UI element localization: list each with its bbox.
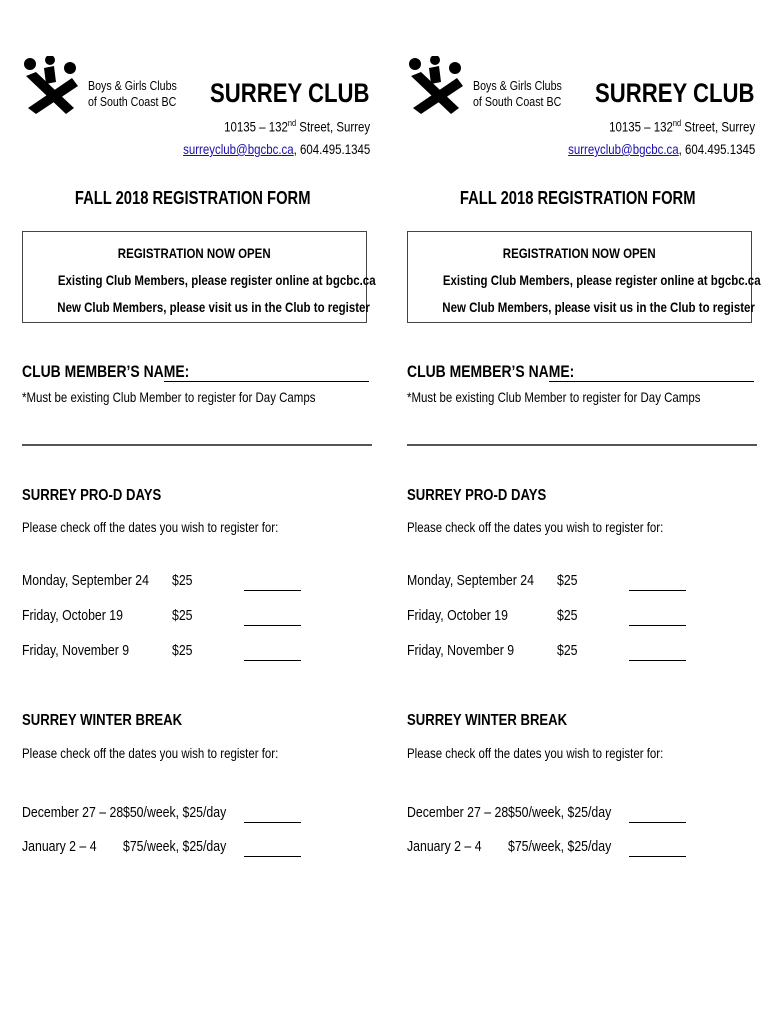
winter-price: $50/week, $25/day [508,804,612,821]
registration-form [385,0,770,1024]
winter-date: December 27 – 28 [22,804,124,821]
org-name-line1: Boys & Girls Clubs [88,78,177,93]
member-name-note: *Must be existing Club Member to register for Day Camps [407,389,701,405]
member-name-note: *Must be existing Club Member to register for Day Camps [22,389,316,405]
address-prefix: 10135 – 132 [223,118,288,135]
prod-checkbox-blank[interactable] [244,590,301,591]
prod-date: Friday, October 19 [407,607,508,624]
prod-price: $25 [557,607,578,624]
form-title-wrap [0,188,385,209]
org-name [473,78,581,110]
winter-checkbox-blank[interactable] [244,822,301,823]
winter-instruction: Please check off the dates you wish to register for: [22,745,279,761]
form-title: FALL 2018 REGISTRATION FORM [74,188,311,208]
org-name-line1: Boys & Girls Clubs [473,78,562,93]
prod-section-title: SURREY PRO-D DAYS [22,487,162,504]
notice-line1: REGISTRATION NOW OPEN [503,245,656,261]
prod-date: Friday, November 9 [22,642,130,659]
member-name-label: CLUB MEMBER’S NAME: [22,362,190,381]
org-name-line2: of South Coast BC [473,94,562,109]
notice-line3: New Club Members, please visit us in the Club to register [57,299,370,315]
club-title: SURREY CLUB [595,78,755,108]
winter-instruction: Please check off the dates you wish to register for: [407,745,664,761]
section-divider [22,444,372,446]
club-title: SURREY CLUB [210,78,370,108]
registration-notice-box [22,231,376,323]
prod-checkbox-blank[interactable] [629,625,686,626]
member-name-field[interactable] [549,381,754,382]
winter-date: January 2 – 4 [407,838,482,855]
prod-date: Monday, September 24 [407,572,534,589]
email-link[interactable]: surreyclub@bgcbc.ca [182,141,294,157]
winter-date: January 2 – 4 [22,838,97,855]
club-address [609,118,755,135]
club-contact [568,141,755,157]
member-name-field[interactable] [164,381,369,382]
bgc-logo-icon [407,56,463,116]
prod-price: $25 [557,572,578,589]
address-suffix: Street, Surrey [680,118,755,135]
prod-checkbox-blank[interactable] [629,590,686,591]
form-title-wrap [385,188,770,209]
winter-section-title: SURREY WINTER BREAK [22,712,183,729]
club-address [224,118,370,135]
address-prefix: 10135 – 132 [608,118,673,135]
org-name [88,78,196,110]
prod-price: $25 [172,572,193,589]
winter-date: December 27 – 28 [407,804,509,821]
winter-section-title: SURREY WINTER BREAK [407,712,568,729]
prod-date: Friday, October 19 [22,607,123,624]
prod-date: Monday, September 24 [22,572,149,589]
notice-line2: Existing Club Members, please register online at bgcbc.ca [442,272,761,288]
prod-section-title: SURREY PRO-D DAYS [407,487,547,504]
winter-checkbox-blank[interactable] [629,822,686,823]
address-suffix: Street, Surrey [295,118,370,135]
notice-line3: New Club Members, please visit us in the Club to register [442,299,755,315]
section-divider [407,444,757,446]
phone: , 604.495.1345 [293,141,370,157]
winter-checkbox-blank[interactable] [629,856,686,857]
email-link[interactable]: surreyclub@bgcbc.ca [567,141,679,157]
prod-price: $25 [172,642,193,659]
prod-checkbox-blank[interactable] [244,625,301,626]
winter-price: $75/week, $25/day [508,838,612,855]
notice-line1: REGISTRATION NOW OPEN [118,245,271,261]
club-contact [183,141,370,157]
address-sup: nd [672,118,681,128]
registration-notice-box [407,231,761,323]
prod-instruction: Please check off the dates you wish to register for: [22,519,279,535]
address-sup: nd [287,118,296,128]
prod-date: Friday, November 9 [407,642,515,659]
winter-price: $75/week, $25/day [123,838,227,855]
bgc-logo-icon [22,56,78,116]
prod-checkbox-blank[interactable] [629,660,686,661]
prod-checkbox-blank[interactable] [244,660,301,661]
prod-instruction: Please check off the dates you wish to register for: [407,519,664,535]
org-name-line2: of South Coast BC [88,94,177,109]
prod-price: $25 [557,642,578,659]
member-name-label: CLUB MEMBER’S NAME: [407,362,575,381]
winter-price: $50/week, $25/day [123,804,227,821]
winter-checkbox-blank[interactable] [244,856,301,857]
phone: , 604.495.1345 [678,141,755,157]
prod-price: $25 [172,607,193,624]
notice-line2: Existing Club Members, please register online at bgcbc.ca [57,272,376,288]
form-title: FALL 2018 REGISTRATION FORM [459,188,696,208]
